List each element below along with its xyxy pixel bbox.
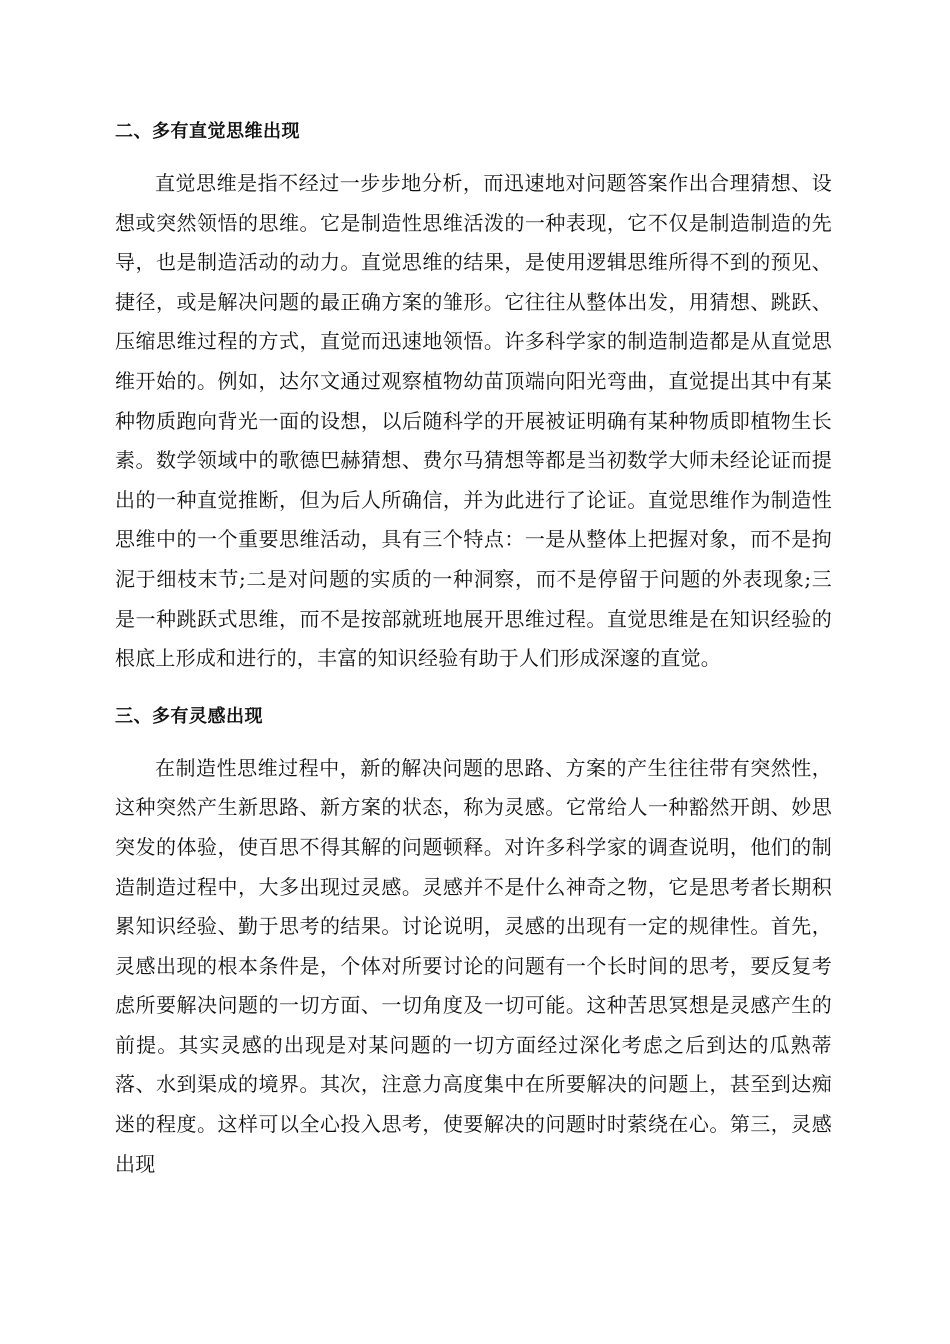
spacer bbox=[115, 679, 832, 697]
spacer bbox=[115, 152, 832, 164]
section-heading-inspiration: 三、多有灵感出现 bbox=[115, 705, 263, 727]
spacer bbox=[115, 737, 832, 749]
section-heading-intuitive-thinking: 二、多有直觉思维出现 bbox=[115, 121, 300, 142]
section-paragraph-inspiration: 在制造性思维过程中，新的解决问题的思路、方案的产生往往带有突然性，这种突然产生新思路、新方案的状态，称为灵感。它常给人一种豁然开朗、妙思突发的体验，使百思不得其解的问题顿释。对许多科学家的调查说明，他们的制造制造过程中，大多出现过灵感。灵感并不是什么神奇之物，它是思考者长期积累知识经验、勤于思考的结果。讨论说明，灵感的出现有一定的规律性。首先，灵感出现的根本条件是，个体对所要讨论的问题有一个长时间的思考，要反复考虑所要解决问题的一切方面、一切角度及一切可能。这种苦思冥想是灵感产生的前提。其实灵感的出现是对某问题的一切方面经过深化考虑之后到达的瓜熟蒂落、水到渠成的境界。其次，注意力高度集中在所要解决的问题上，甚至到达痴迷的程度。这样可以全心投入思考，使要解决的问题时时萦绕在心。第三，灵感出现 bbox=[115, 755, 832, 1176]
document-body bbox=[115, 112, 832, 1184]
section-paragraph-intuitive-thinking: 直觉思维是指不经过一步步地分析，而迅速地对问题答案作出合理猜想、设想或突然领悟的思维。它是制造性思维活泼的一种表现，它不仅是制造制造的先导，也是制造活动的动力。直觉思维的结果，是使用逻辑思维所得不到的预见、捷径，或是解决问题的最正确方案的雏形。它往往从整体出发，用猜想、跳跃、压缩思维过程的方式，直觉而迅速地领悟。许多科学家的制造制造都是从直觉思维开始的。例如，达尔文通过观察植物幼苗顶端向阳光弯曲，直觉提出其中有某种物质跑向背光一面的设想，以后随科学的开展被证明确有某种物质即植物生长素。数学领域中的歌德巴赫猜想、费尔马猜想等都是当初数学大师未经论证而提出的一种直觉推断，但为后人所确信，并为此进行了论证。直觉思维作为制造性思维中的一个重要思维活动，具有三个特点：一是从整体上把握对象，而不是拘泥于细枝末节;二是对问题的实质的一种洞察，而不是停留于问题的外表现象;三是一种跳跃式思维，而不是按部就班地展开思维过程。直觉思维是在知识经验的根底上形成和进行的，丰富的知识经验有助于人们形成深邃的直觉。 bbox=[115, 171, 832, 671]
